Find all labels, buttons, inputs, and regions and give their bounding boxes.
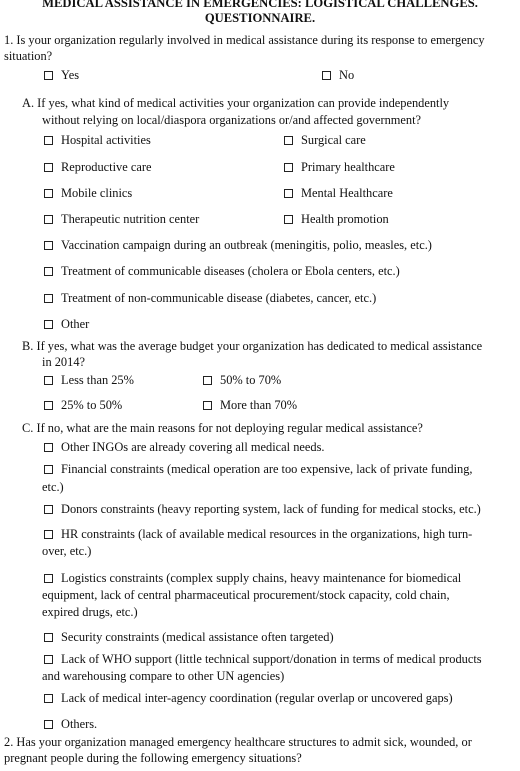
checkbox-icon[interactable] [322,71,331,80]
option-label: Logistics constraints (complex supply chains, heavy maintenance for biomedical [61,571,462,585]
title-line-1: MEDICAL ASSISTANCE IN EMERGENCIES: LOGISTICAL CHALLENGES. [42,0,478,10]
checkbox-icon[interactable] [44,215,53,224]
q2-text-line-2: pregnant people during the following emergency situations? [4,751,302,765]
qc-option-hr-cont: over, etc.) [42,544,92,558]
qb-option-gt70[interactable] [203,398,297,414]
checkbox-icon[interactable] [44,189,53,198]
qc-option-security[interactable] [44,630,334,646]
checkbox-icon[interactable] [284,136,293,145]
option-label: Reproductive care [61,160,152,174]
q1-option-yes[interactable] [44,68,79,84]
checkbox-icon[interactable] [44,505,53,514]
option-label: Yes [61,68,80,82]
qc-option-financial-cont: etc.) [42,480,64,494]
option-label: Less than 25% [61,373,134,387]
qa-option-communicable[interactable] [44,264,400,280]
option-label: Lack of medical inter-agency coordination (regular overlap or uncovered gaps) [61,691,453,705]
qb-option-50-70[interactable] [203,373,281,389]
checkbox-icon[interactable] [44,720,53,729]
qc-option-who[interactable] [44,652,482,668]
option-label: No [339,68,355,82]
option-label: Surgical care [301,133,366,147]
checkbox-icon[interactable] [284,163,293,172]
qc-option-hr[interactable] [44,527,472,543]
qc-option-logistics[interactable] [44,571,461,587]
option-label: Other [61,317,90,331]
qa-option-non-communicable[interactable] [44,291,376,307]
checkbox-icon[interactable] [44,376,53,385]
qb-option-lt25[interactable] [44,373,134,389]
qa-option-promotion[interactable] [284,212,389,228]
checkbox-icon[interactable] [284,215,293,224]
option-label: Treatment of non-communicable disease (diabetes, cancer, etc.) [61,291,377,305]
option-label: Mental Healthcare [301,186,393,200]
q1-text-line-1: 1. Is your organization regularly involved in medical assistance during its response to emergency [4,33,485,47]
checkbox-icon[interactable] [44,694,53,703]
checkbox-icon[interactable] [44,320,53,329]
option-label: Mobile clinics [61,186,133,200]
option-label: Financial constraints (medical operation are too expensive, lack of private funding, [61,462,473,476]
qc-option-coordination[interactable] [44,691,453,707]
qa-option-nutrition[interactable] [44,212,199,228]
option-label: Treatment of communicable diseases (cholera or Ebola centers, etc.) [61,264,400,278]
qa-option-reproductive[interactable] [44,160,151,176]
checkbox-icon[interactable] [44,294,53,303]
qa-option-surgical[interactable] [284,133,366,149]
qb-text-line-1: B. If yes, what was the average budget your organization has dedicated to medical assistance [22,339,483,353]
checkbox-icon[interactable] [44,163,53,172]
option-label: Donors constraints (heavy reporting system, lack of funding for medical stocks, etc.) [61,502,481,516]
q1-text-line-2: situation? [4,49,53,63]
checkbox-icon[interactable] [203,401,212,410]
checkbox-icon[interactable] [44,136,53,145]
checkbox-icon[interactable] [44,401,53,410]
qa-text-line-1: A. If yes, what kind of medical activities your organization can provide independently [22,96,450,110]
q2-text-line-1: 2. Has your organization managed emergency healthcare structures to admit sick, wounded, or [4,735,472,749]
qa-option-other[interactable] [44,317,89,333]
qc-option-ingos[interactable] [44,440,325,456]
qb-option-25-50[interactable] [44,398,122,414]
option-label: More than 70% [220,398,298,412]
option-label: Vaccination campaign during an outbreak (meningitis, polio, measles, etc.) [61,238,432,252]
checkbox-icon[interactable] [44,633,53,642]
q1-option-no[interactable] [322,68,354,84]
checkbox-icon[interactable] [44,241,53,250]
option-label: 25% to 50% [61,398,123,412]
document-title [4,0,516,26]
option-label: HR constraints (lack of available medical resources in the organizations, high turn- [61,527,473,541]
checkbox-icon[interactable] [203,376,212,385]
checkbox-icon[interactable] [44,71,53,80]
option-label: Therapeutic nutrition center [61,212,200,226]
option-label: Hospital activities [61,133,151,147]
option-label: Primary healthcare [301,160,395,174]
checkbox-icon[interactable] [284,189,293,198]
qa-option-hospital[interactable] [44,133,151,149]
title-line-2: QUESTIONNAIRE. [204,11,316,25]
option-label: Health promotion [301,212,389,226]
qc-option-others[interactable] [44,717,97,733]
qc-option-logistics-cont-1: equipment, lack of central pharmaceutical procurement/stock capacity, cold chain, [42,588,450,602]
option-label: Others. [61,717,98,731]
checkbox-icon[interactable] [44,530,53,539]
qa-option-mobile[interactable] [44,186,132,202]
option-label: Other INGOs are already covering all medical needs. [61,440,325,454]
qa-option-mental[interactable] [284,186,393,202]
checkbox-icon[interactable] [44,574,53,583]
qc-option-logistics-cont-2: expired drugs, etc.) [42,605,138,619]
qc-text-line-1: C. If no, what are the main reasons for not deploying regular medical assistance? [22,421,423,435]
qc-option-who-cont: and warehousing compare to other UN agencies) [42,669,285,683]
qa-option-primary[interactable] [284,160,395,176]
checkbox-icon[interactable] [44,655,53,664]
qc-option-financial[interactable] [44,462,473,478]
option-label: Security constraints (medical assistance often targeted) [61,630,334,644]
qa-text-line-2: without relying on local/diaspora organizations or/and affected government? [42,113,422,127]
qb-text-line-2: in 2014? [42,355,86,369]
option-label: Lack of WHO support (little technical support/donation in terms of medical products [61,652,482,666]
qc-option-donors[interactable] [44,502,481,518]
qa-option-vaccination[interactable] [44,238,432,254]
checkbox-icon[interactable] [44,443,53,452]
checkbox-icon[interactable] [44,465,53,474]
option-label: 50% to 70% [220,373,282,387]
checkbox-icon[interactable] [44,267,53,276]
